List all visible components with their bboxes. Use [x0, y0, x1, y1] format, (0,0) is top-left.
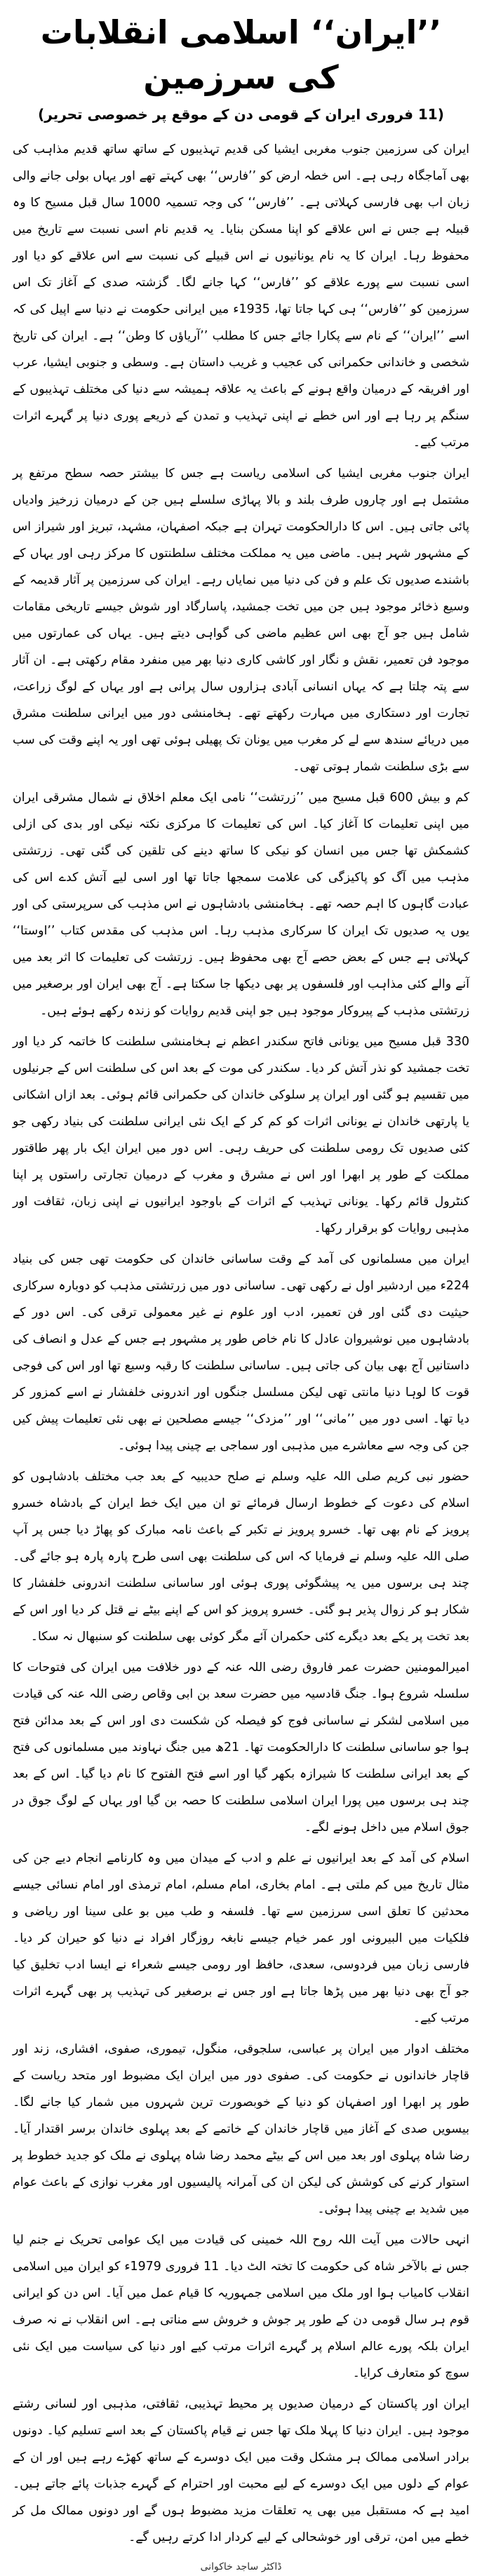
author-signature: ڈاکٹر ساجد خاکوانی	[200, 2561, 282, 2572]
article-paragraph: حضور نبی کریم صلی اللہ علیہ وسلم نے صلح حدیبیہ کے بعد جب مختلف بادشاہوں کو اسلام کی دعوت کے خطوط ارسال فرمائے تو ان میں ایک خط ایران کے بادشاہ خسرو پرویز کے نام بھی تھا۔ خسرو پرویز نے تکبر کے باعث نامہ مبارک کو پھاڑ دیا جس پر آپ صلی اللہ علیہ وسلم نے فرمایا کہ اس کی سلطنت بھی اسی طرح پارہ پارہ ہو جائے گی۔ چند ہی برسوں میں یہ پیشگوئی پوری ہوئی اور ساسانی سلطنت اندرونی خلفشار کا شکار ہو کر زوال پذیر ہو گئی۔ خسرو پرویز کو اس کے اپنے بیٹے نے قتل کر دیا اور اس کے بعد تخت پر یکے بعد دیگرے کئی حکمران آئے مگر کوئی بھی سلطنت کو سنبھال نہ سکا۔	[13, 1470, 469, 1644]
article-paragraph: 330 قبل مسیح میں یونانی فاتح سکندر اعظم نے ہخامنشی سلطنت کا خاتمہ کر دیا اور تخت جمشید کو نذر آتش کر دیا۔ سکندر کی موت کے بعد اس کی سلطنت اس کے جرنیلوں میں تقسیم ہو گئی اور ایران پر سلوکی خاندان کی حکمرانی قائم ہوئی۔ بعد ازاں اشکانی یا پارتھی خاندان نے یونانی اثرات کو کم کر کے ایک نئی ایرانی سلطنت کی بنیاد رکھی جو کئی صدیوں تک رومی سلطنت کی حریف رہی۔ اس دور میں ایران ایک بار پھر طاقتور مملکت کے طور پر ابھرا اور اس نے مشرق و مغرب کے درمیان تجارتی راستوں پر اپنا کنٹرول قائم رکھا۔ یونانی تہذیب کے اثرات کے باوجود ایرانیوں نے اپنی زبان، ثقافت اور مذہبی روایات کو برقرار رکھا۔	[13, 1035, 469, 1235]
article-paragraph: ایران اور پاکستان کے درمیان صدیوں پر محیط تہذیبی، ثقافتی، مذہبی اور لسانی رشتے موجود ہیں۔ ایران دنیا کا پہلا ملک تھا جس نے قیام پاکستان کے بعد اسے تسلیم کیا۔ دونوں برادر اسلامی ممالک ہر مشکل وقت میں ایک دوسرے کے ساتھ کھڑے رہے ہیں اور ان کے عوام کے دلوں میں ایک دوسرے کے لیے محبت اور احترام کے گہرے جذبات پائے جاتے ہیں۔ امید ہے کہ مستقبل میں بھی یہ تعلقات مزید مضبوط ہوں گے اور دونوں ممالک مل کر خطے میں امن، ترقی اور خوشحالی کے لیے کردار ادا کرتے رہیں گے۔	[13, 2397, 469, 2544]
article-paragraph: امیرالمومنین حضرت عمر فاروق رضی اللہ عنہ کے دور خلافت میں ایران کی فتوحات کا سلسلہ شروع ہوا۔ جنگ قادسیہ میں حضرت سعد بن ابی وقاص رضی اللہ عنہ کی قیادت میں اسلامی لشکر نے ساسانی فوج کو فیصلہ کن شکست دی اور اس کے بعد مدائن فتح ہوا جو ساسانی سلطنت کا دارالحکومت تھا۔ 21ھ میں جنگ نہاوند میں مسلمانوں کی فتح کے بعد ایرانی سلطنت کا شیرازہ بکھر گیا اور اسے فتح الفتوح کا نام دیا گیا۔ اس کے بعد چند ہی برسوں میں پورا ایران اسلامی سلطنت کا حصہ بن گیا اور یہاں کے لوگ جوق در جوق اسلام میں داخل ہونے لگے۔	[13, 1661, 469, 1834]
article-paragraph: ایران جنوب مغربی ایشیا کی اسلامی ریاست ہے جس کا بیشتر حصہ سطح مرتفع پر مشتمل ہے اور چاروں طرف بلند و بالا پہاڑی سلسلے ہیں جن کے درمیان زرخیز وادیاں پائی جاتی ہیں۔ اس کا دارالحکومت تہران ہے جبکہ اصفہان، مشہد، تبریز اور شیراز اس کے مشہور شہر ہیں۔ ماضی میں یہ مملکت مختلف سلطنتوں کا مرکز رہی اور یہاں کے باشندے صدیوں تک علم و فن کی دنیا میں نمایاں رہے۔ ایران کی سرزمین پر آثار قدیمہ کے وسیع ذخائر موجود ہیں جن میں تخت جمشید، پاسارگاد اور شوش جیسے تاریخی مقامات شامل ہیں جو آج بھی اس عظیم ماضی کی گواہی دیتے ہیں۔ یہاں کی عمارتوں میں موجود فن تعمیر، نقش و نگار اور کاشی کاری دنیا بھر میں منفرد مقام رکھتی ہے۔ ان آثار سے پتہ چلتا ہے کہ یہاں انسانی آبادی ہزاروں سال پرانی ہے اور یہاں کے لوگ زراعت، تجارت اور دستکاری میں مہارت رکھتے تھے۔ ہخامنشی دور میں ایرانی سلطنت مشرق میں دریائے سندھ سے لے کر مغرب میں یونان تک پھیلی ہوئی تھی اور یہ اپنے وقت کی سب سے بڑی سلطنت شمار ہوتی تھی۔	[13, 467, 469, 774]
article-paragraph: انہی حالات میں آیت اللہ روح اللہ خمینی کی قیادت میں ایک عوامی تحریک نے جنم لیا جس نے بالآخر شاہ کی حکومت کا تختہ الٹ دیا۔ 11 فروری 1979ء کو ایران میں اسلامی انقلاب کامیاب ہوا اور ملک میں اسلامی جمہوریہ کا قیام عمل میں آیا۔ اس دن کو ایرانی قوم ہر سال قومی دن کے طور پر جوش و خروش سے مناتی ہے۔ اس انقلاب نے نہ صرف ایران بلکہ پورے عالم اسلام پر گہرے اثرات مرتب کیے اور دنیا کی سیاست میں ایک نئی سوچ کو متعارف کرایا۔	[13, 2233, 469, 2380]
article-paragraph: ایران کی سرزمین جنوب مغربی ایشیا کی قدیم تہذیبوں کے ساتھ ساتھ قدیم مذاہب کی بھی آماجگاہ رہی ہے۔ اس خطہ ارض کو ’’فارس‘‘ بھی کہتے تھے اور یہاں بولی جانے والی زبان اب بھی فارسی کہلاتی ہے۔ ’’فارس‘‘ کی وجہ تسمیہ 1000 سال قبل مسیح کا وہ قبیلہ ہے جس نے اس علاقے کو اپنا مسکن بنایا۔ یہ قدیم نام اسی نسبت سے تاریخ میں محفوظ رہا۔ ایران کا یہ نام یونانیوں نے اس قبیلے کی نسبت سے اس علاقے کو دیا اور اسی نسبت سے پورے علاقے کو ’’فارس‘‘ کہا جانے لگا۔ گزشتہ صدی کے آغاز تک اس سرزمین کو ’’فارس‘‘ ہی کہا جاتا تھا، 1935ء میں ایرانی حکومت نے دنیا سے اپیل کی کہ اسے ’’ایران‘‘ کے نام سے پکارا جائے جس کا مطلب ’’آریاؤں کا وطن‘‘ ہے۔ ایران کی تاریخ شخصی و خاندانی حکمرانی کی عجیب و غریب داستان ہے۔ وسطی و جنوبی ایشیا، عرب اور افریقہ کے درمیان واقع ہونے کے باعث یہ علاقہ ہمیشہ سے دنیا کی مختلف تہذیبوں کے سنگم پر رہا ہے اور اس خطے نے اپنی تہذیب و تمدن کے ذریعے پوری دنیا پر گہرے اثرات مرتب کیے۔	[13, 142, 469, 450]
article-title: ’’ایران‘‘ اسلامی انقلابات کی سرزمین	[40, 13, 442, 96]
article-paragraph: اسلام کی آمد کے بعد ایرانیوں نے علم و ادب کے میدان میں وہ کارنامے انجام دیے جن کی مثال تاریخ میں کم ملتی ہے۔ امام بخاری، امام مسلم، امام ترمذی اور امام نسائی جیسے محدثین کا تعلق اسی سرزمین سے تھا۔ فلسفہ و طب میں بو علی سینا اور ریاضی و فلکیات میں البیرونی اور عمر خیام جیسے نابغہ روزگار افراد نے دنیا کو حیران کر دیا۔ فارسی زبان میں فردوسی، سعدی، حافظ اور رومی جیسے شعراء نے ایسا ادب تخلیق کیا جو آج بھی دنیا بھر میں پڑھا جاتا ہے اور جس نے برصغیر کی تہذیب پر بھی گہرے اثرات مرتب کیے۔	[13, 1851, 469, 2025]
article-subtitle: (11 فروری ایران کے قومی دن کے موقع پر خصوصی تحریر)	[38, 106, 444, 123]
article-paragraph: مختلف ادوار میں ایران پر عباسی، سلجوقی، منگول، تیموری، صفوی، افشاری، زند اور قاچار خاندانوں نے حکومت کی۔ صفوی دور میں ایران ایک مضبوط اور متحد ریاست کے طور پر ابھرا اور اصفہان کو دنیا کے خوبصورت ترین شہروں میں شمار کیا جانے لگا۔ بیسویں صدی کے آغاز میں قاچار خاندان کے خاتمے کے بعد پہلوی خاندان برسر اقتدار آیا۔ رضا شاہ پہلوی اور بعد میں اس کے بیٹے محمد رضا شاہ پہلوی نے ملک کو جدید خطوط پر استوار کرنے کی کوشش کی لیکن ان کی آمرانہ پالیسیوں اور مغرب نوازی کے باعث عوام میں شدید بے چینی پیدا ہوئی۔	[13, 2042, 469, 2216]
article-paragraph: ایران میں مسلمانوں کی آمد کے وقت ساسانی خاندان کی حکومت تھی جس کی بنیاد 224ء میں اردشیر اول نے رکھی تھی۔ ساسانی دور میں زرتشتی مذہب کو دوبارہ سرکاری حیثیت دی گئی اور فن تعمیر، ادب اور علوم نے غیر معمولی ترقی کی۔ اس دور کے بادشاہوں میں نوشیروان عادل کا نام خاص طور پر مشہور ہے جس کے عدل و انصاف کی داستانیں آج بھی بیان کی جاتی ہیں۔ ساسانی سلطنت کا رقبہ وسیع تھا اور اس کی فوجی قوت کا لوہا دنیا مانتی تھی لیکن مسلسل جنگوں اور اندرونی خلفشار نے اسے کمزور کر دیا تھا۔ اسی دور میں ’’مانی‘‘ اور ’’مزدک‘‘ جیسے مصلحین نے بھی نئی تعلیمات پیش کیں جن کی وجہ سے معاشرے میں مذہبی اور سماجی بے چینی پیدا ہوئی۔	[13, 1252, 469, 1453]
article-paragraph: کم و بیش 600 قبل مسیح میں ’’زرتشت‘‘ نامی ایک معلم اخلاق نے شمال مشرقی ایران میں اپنی تعلیمات کا آغاز کیا۔ اس کی تعلیمات کا مرکزی نکتہ نیکی اور بدی کی ازلی کشمکش تھا جس میں انسان کو نیکی کا ساتھ دینے کی تلقین کی گئی تھی۔ زرتشتی مذہب میں آگ کو پاکیزگی کی علامت سمجھا جاتا تھا اور اسی لیے آتش کدے اس کی عبادت گاہوں کا اہم حصہ تھے۔ ہخامنشی بادشاہوں نے اس مذہب کی سرپرستی کی اور یوں یہ صدیوں تک ایران کا سرکاری مذہب رہا۔ اس مذہب کی مقدس کتاب ’’اوستا‘‘ کہلاتی ہے جس کے بعض حصے آج بھی محفوظ ہیں۔ زرتشت کی تعلیمات کا اثر بعد میں آنے والے کئی مذاہب اور فلسفوں پر بھی دیکھا جا سکتا ہے۔ آج بھی ایران اور برصغیر میں زرتشتی مذہب کے پیروکار موجود ہیں جو اپنی قدیم روایات کو زندہ رکھے ہوئے ہیں۔	[13, 791, 469, 1018]
